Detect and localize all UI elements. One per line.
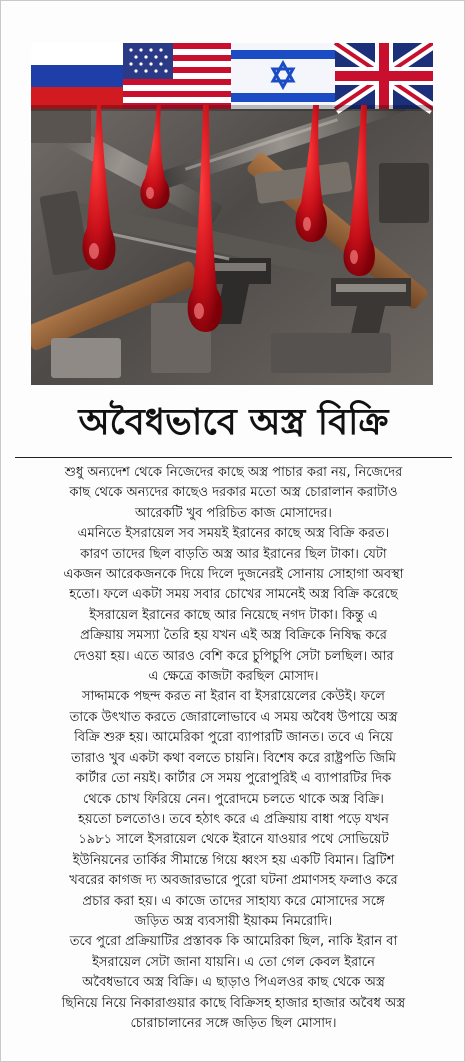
article-text-line: বিক্রি শুরু হয়। আমেরিকা পুরো ব্যাপারটি জানত। তবে এ নিয়ে	[74, 730, 393, 746]
article-text-line: প্রক্রিয়ায় সমস্যা তৈরি হয় যখন এই অস্ত্র বিক্রিকে নিষিদ্ধ করে	[80, 628, 387, 644]
article-text-line: ছিনিয়ে নিয়ে নিকারাগুয়ার কাছে বিক্রিসহ হাজার হাজার অবৈধ অস্ত্র	[61, 995, 406, 1011]
article-text-line: হতো। ফলে একটা সময় সবার চোখের সামনেই অস্ত্র বিক্রি করেছে	[69, 587, 398, 603]
russia-flag	[31, 43, 123, 109]
flags-row	[31, 43, 433, 111]
article-text-line: কার্টার তো নয়ই। কার্টার সে সময় পুরোপুরিই এ ব্যাপারটির দিক	[75, 771, 392, 787]
article-text-line: চোরাচালানের সঙ্গে জড়িত ছিল মোসাদ।	[130, 1015, 337, 1031]
article-headline: অবৈধভাবে অস্ত্র বিক্রি	[15, 393, 452, 458]
article-text-line: একজন আরেকজনকে দিয়ে দিলে দুজনেরই সোনায় সোহাগা অবস্থা	[63, 567, 404, 583]
article-paragraph	[23, 687, 444, 932]
article-text-line: হয়তো চলতোও। তবে হঠাৎ করে এ প্রক্রিয়ায় বাধা পড়ে যখন	[78, 811, 389, 827]
article-text-line: ইসরায়েল ইরানের কাছে আর নিয়েছে নগদ টাকা। কিন্তু এ	[89, 607, 378, 623]
article-body	[23, 463, 444, 1034]
article-text-line: প্রচার করা হয়। এ কাজে তাদের সাহায্য করে মোসাদের সঙ্গে	[82, 893, 385, 909]
article-paragraph	[23, 463, 444, 524]
article-text-line: সাদ্দামকে পছন্দ করত না ইরান বা ইসরায়েলের কেউই। ফলে	[82, 689, 385, 705]
article-text-line: তারাও খুব একটা কথা বলতে চায়নি। বিশেষ করে রাষ্ট্রপতি জিমি	[71, 750, 396, 766]
article-text-line: তাকে উৎখাত করতে জোরালোভাবে এ সময় অবৈধ উপায়ে অস্ত্র	[69, 709, 398, 725]
uk-flag	[335, 43, 433, 109]
usa-flag	[123, 43, 231, 109]
article-text-line: থেকে চোখ ফিরিয়ে নেন। পুরোদমে চলতে থাকে অস্ত্র বিক্রি।	[83, 791, 384, 807]
article-text-line: খবরের কাগজ দ্য অবজারভারে পুরো ঘটনা প্রমাণসহ ফলাও করে	[69, 873, 398, 889]
israel-flag	[231, 43, 335, 109]
article-text-line: এ ক্ষেত্রে কাজটা করছিল মোসাদ।	[148, 669, 319, 685]
article-text-line: এমনিতে ইসরায়েল সব সময়ই ইরানের কাছে অস্ত্র বিক্রি করত।	[77, 526, 390, 542]
article-photo	[31, 43, 433, 385]
article-paragraph	[23, 932, 444, 1034]
article-text-line: কারণ তাদের ছিল বাড়তি অস্ত্র আর ইরানের ছিল টাকা। যেটা	[80, 546, 387, 562]
article-text-line: ১৯৮১ সালে ইসরায়েল থেকে ইরানে যাওয়ার পথে সোভিয়েট	[78, 832, 389, 848]
article-text-line: ইউনিয়নের তার্কির সীমান্তে গিয়ে ধ্বংস হয় একটি বিমান। ব্রিটিশ	[72, 852, 395, 868]
article-text-line: দেওয়া হয়। এতে আরও বেশি করে চুপিচুপি সেটা চলছিল। আর	[73, 648, 394, 664]
article-text-line: অবৈধভাবে অস্ত্র বিক্রি। এ ছাড়াও পিএলওর কাছ থেকে অস্ত্র	[82, 975, 385, 991]
article-text-line: জড়িত অস্ত্র ব্যবসায়ী ইয়াকম নিমরোদি।	[134, 913, 333, 929]
article-text-line: তবে পুরো প্রক্রিয়াটির প্রস্তাবক কি আমেরিকা ছিল, নাকি ইরান বা	[69, 934, 398, 950]
article-text-line: শুধু অন্যদেশ থেকে নিজেদের কাছে অস্ত্র পাচার করা নয়, নিজেদের	[64, 465, 403, 480]
article-text-line: আরেকটি খুব পরিচিত কাজ মোসাদের।	[135, 505, 332, 521]
article-text-line: ইসরায়েল সেটা জানা যায়নি। এ তো গেল কেবল ইরানে	[92, 954, 375, 970]
article-paragraph	[23, 524, 444, 687]
article-text-line: কাছ থেকে অন্যদের কাছেও দরকার মতো অস্ত্র চোরালান করাটাও	[69, 485, 398, 501]
